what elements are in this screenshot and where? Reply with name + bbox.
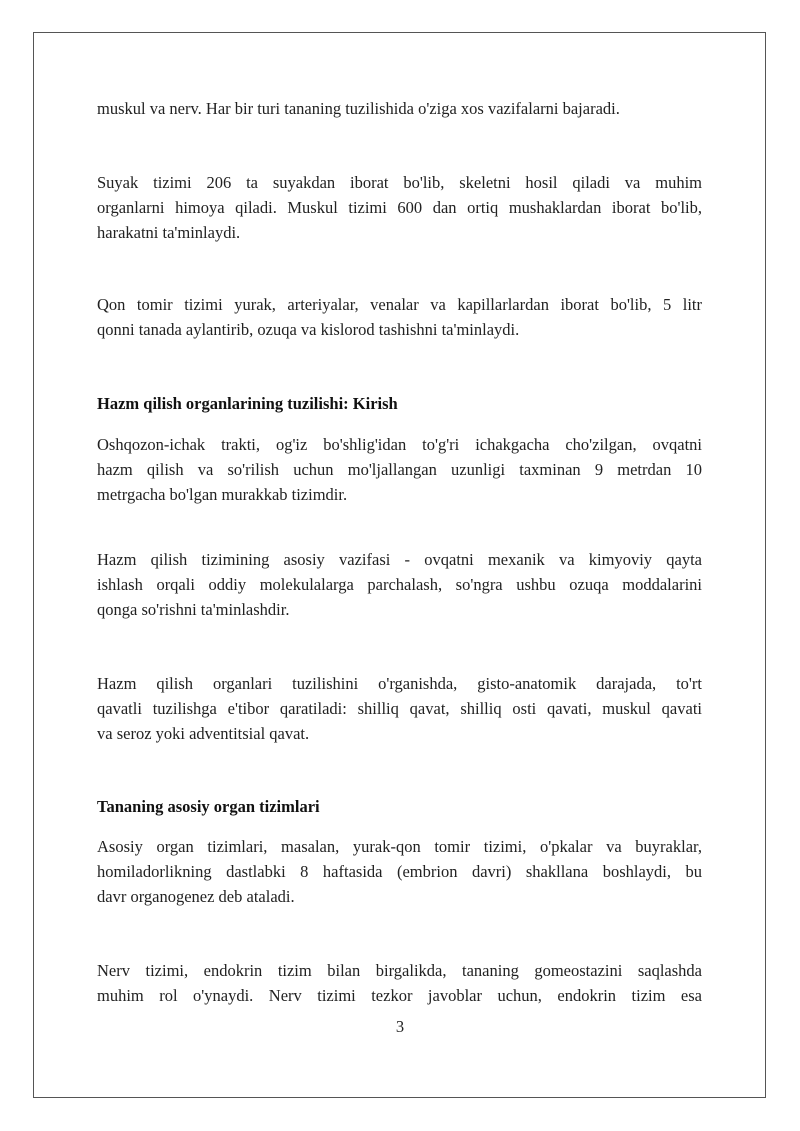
paragraph-1-line-1: muskul va nerv. Har bir turi tananing tuzilishida o'ziga xos vazifalarni bajaradi.	[97, 99, 620, 118]
paragraph-4-line-1: Oshqozon-ichak trakti, og'iz bo'shlig'idan to'g'ri ichakgacha cho'zilgan, ovqatni	[97, 435, 702, 454]
paragraph-7-line-3: davr organogenez deb ataladi.	[97, 887, 295, 906]
paragraph-5-line-2: ishlash orqali oddiy molekulalarga parchalash, so'ngra ushbu ozuqa moddalarini	[97, 575, 702, 594]
paragraph-5-line-1: Hazm qilish tizimining asosiy vazifasi - ovqatni mexanik va kimyoviy qayta	[97, 550, 702, 569]
paragraph-7-line-2: homiladorlikning dastlabki 8 haftasida (embrion davri) shakllana boshlaydi, bu	[97, 862, 702, 881]
paragraph-4-line-3: metrgacha bo'lgan murakkab tizimdir.	[97, 485, 348, 504]
paragraph-2-line-3: harakatni ta'minlaydi.	[97, 223, 241, 242]
paragraph-8-line-1: Nerv tizimi, endokrin tizim bilan birgalikda, tananing gomeostazini saqlashda	[97, 961, 702, 980]
paragraph-4-line-2: hazm qilish va so'rilish uchun mo'ljallangan uzunligi taxminan 9 metrdan 10	[97, 460, 702, 479]
paragraph-6-line-3: va seroz yoki adventitsial qavat.	[97, 724, 310, 743]
section-heading-organ-systems: Tananing asosiy organ tizimlari	[97, 797, 320, 816]
page-number: 3	[395, 1017, 405, 1036]
paragraph-3-line-2: qonni tanada aylantirib, ozuqa va kislorod tashishni ta'minlaydi.	[97, 320, 520, 339]
paragraph-6-line-2: qavatli tuzilishga e'tibor qaratiladi: shilliq qavat, shilliq osti qavati, muskul qavati	[97, 699, 702, 718]
paragraph-7-line-1: Asosiy organ tizimlari, masalan, yurak-qon tomir tizimi, o'pkalar va buyraklar,	[97, 837, 702, 856]
paragraph-8-line-2: muhim rol o'ynaydi. Nerv tizimi tezkor javoblar uchun, endokrin tizim esa	[97, 986, 702, 1005]
paragraph-3-line-1: Qon tomir tizimi yurak, arteriyalar, venalar va kapillarlardan iborat bo'lib, 5 litr	[97, 295, 702, 314]
section-heading-digestive-structure: Hazm qilish organlarining tuzilishi: Kirish	[97, 394, 398, 413]
paragraph-6-line-1: Hazm qilish organlari tuzilishini o'rganishda, gisto-anatomik darajada, to'rt	[97, 674, 702, 693]
paragraph-2-line-2: organlarni himoya qiladi. Muskul tizimi 600 dan ortiq mushaklardan iborat bo'lib,	[97, 198, 702, 217]
paragraph-2-line-1: Suyak tizimi 206 ta suyakdan iborat bo'lib, skeletni hosil qiladi va muhim	[97, 173, 702, 192]
paragraph-5-line-3: qonga so'rishni ta'minlashdir.	[97, 600, 290, 619]
